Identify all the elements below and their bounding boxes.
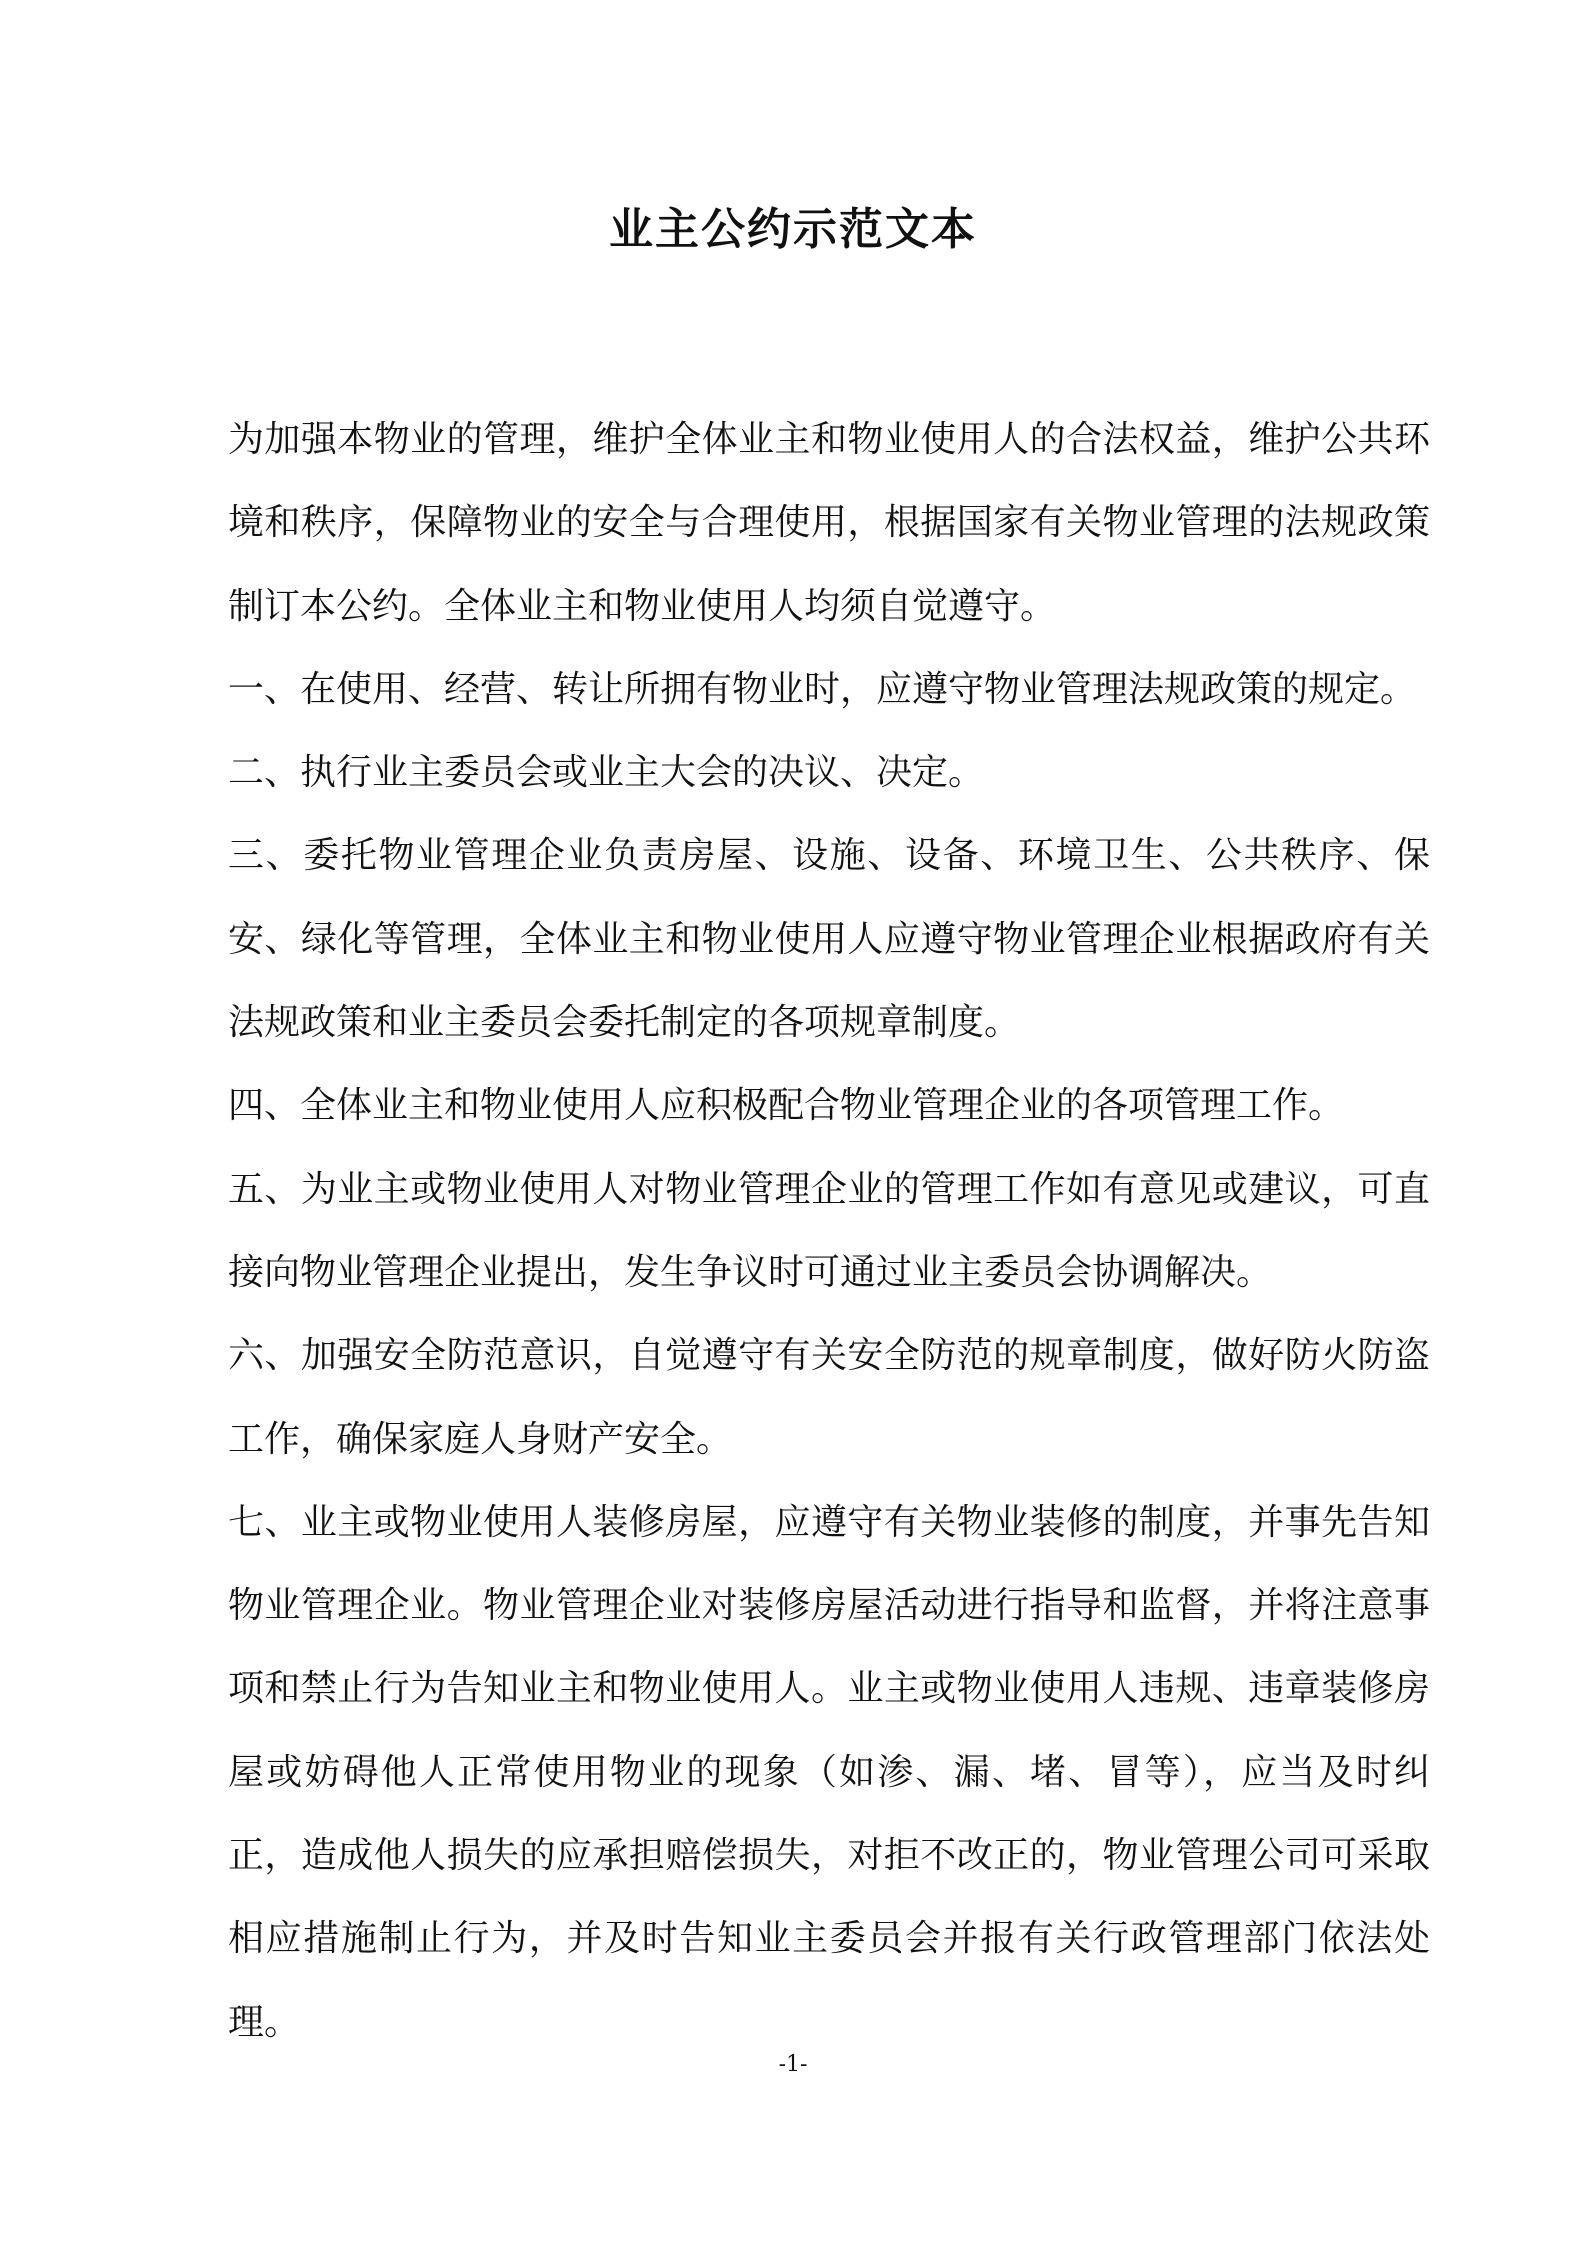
paragraph-clause-2: 二、执行业主委员会或业主大会的决议、决定。 (228, 752, 985, 794)
page-number: -1- (778, 2052, 808, 2077)
paragraph-clause-7: 七、业主或物业使用人装修房屋，应遵守有关物业装修的制度，并事先告知物业管理企业。物业管理企业对装修房屋活动进行指导和监督，并将注意事项和禁止行为告知业主和物业使用人。业主或物业使用人违规、违章装修房屋或妨碍他人正常使用物业的现象（如渗、漏、堵、冒等），应当及时纠正，造成他人损失的应承担赔偿损失，对拒不改正的，物业管理公司可采取相应措施制止行为，并及时告知业主委员会并报有关行政管理部门依法处理。 (228, 1501, 1430, 2043)
paragraph-clause-6: 六、加强安全防范意识，自觉遵守有关安全防范的规章制度，做好防火防盗工作，确保家庭人身财产安全。 (228, 1335, 1430, 1460)
paragraph-clause-4: 四、全体业主和物业使用人应积极配合物业管理企业的各项管理工作。 (228, 1085, 1345, 1127)
paragraph-clause-5: 五、为业主或物业使用人对物业管理企业的管理工作如有意见或建议，可直接向物业管理企业提出，发生争议时可通过业主委员会协调解决。 (228, 1168, 1430, 1293)
document-title: 业主公约示范文本 (609, 204, 977, 255)
document-body (228, 398, 1430, 2064)
paragraph-preamble: 为加强本物业的管理，维护全体业主和物业使用人的合法权益，维护公共环境和秩序，保障物业的安全与合理使用，根据国家有关物业管理的法规政策制订本公约。全体业主和物业使用人均须自觉遵守。 (228, 419, 1430, 627)
paragraph-clause-1: 一、在使用、经营、转让所拥有物业时，应遵守物业管理法规政策的规定。 (228, 668, 1417, 710)
paragraph-clause-3: 三、委托物业管理企业负责房屋、设施、设备、环境卫生、公共秩序、保安、绿化等管理，全体业主和物业使用人应遵守物业管理企业根据政府有关法规政策和业主委员会委托制定的各项规章制度。 (228, 835, 1430, 1044)
